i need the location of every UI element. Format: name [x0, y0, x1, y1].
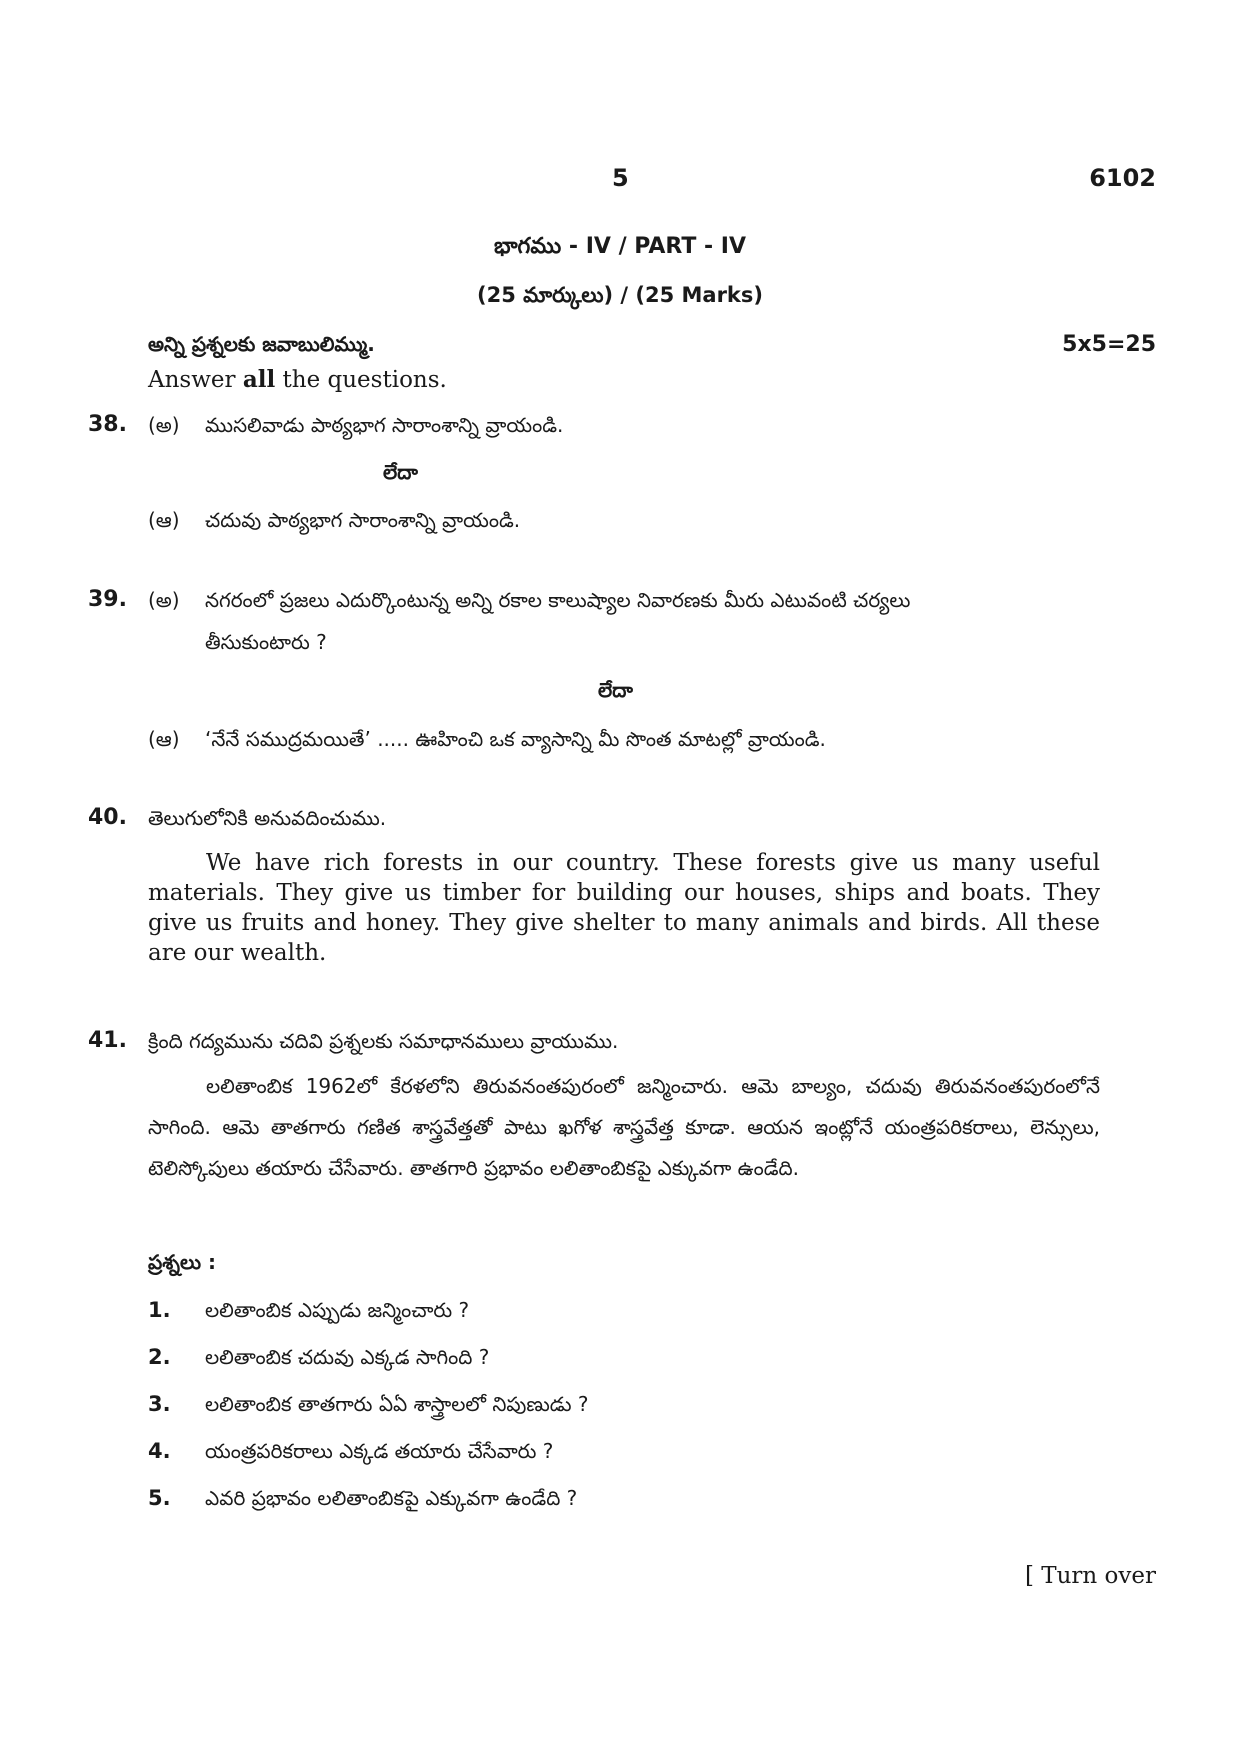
part-title: భాగము - IV / PART - IV — [493, 234, 747, 259]
sub-question-5-number: 5. — [148, 1486, 171, 1510]
question-39-number: 39. — [88, 587, 127, 612]
question-38-a-text: ముసలివాడు పాఠ్యభాగ సారాంశాన్ని వ్రాయండి. — [205, 413, 564, 437]
sub-question-5-text: ఎవరి ప్రభావం లలితాంబికపై ఎక్కువగా ఉండేది ? — [205, 1486, 578, 1510]
sub-question-3-text: లలితాంబిక తాతగారు ఏఏ శాస్త్రాలలో నిపుణుడు ? — [205, 1392, 589, 1416]
sub-question-4-text: యంత్రపరికరాలు ఎక్కడ తయారు చేసేవారు ? — [205, 1439, 554, 1463]
sub-question-2-number: 2. — [148, 1345, 171, 1369]
instruction-english-post: the questions. — [275, 367, 447, 393]
question-41-text: క్రింది గద్యమును చదివి ప్రశ్నలకు సమాధానములు వ్రాయుము. — [148, 1029, 619, 1053]
instruction-english — [148, 366, 447, 393]
sub-question-4-number: 4. — [148, 1439, 171, 1463]
question-41-questions-heading: ప్రశ్నలు : — [148, 1250, 217, 1274]
question-40-passage: We have rich forests in our country. These forests give us many useful materials. They give us timber for building our houses, ships and boats. They give us fruits and honey. They give shelter to many animals and birds. All these are our wealth. — [148, 850, 1100, 966]
marks-scheme: 5x5=25 — [1062, 332, 1156, 357]
sub-question-2-text: లలితాంబిక చదువు ఎక్కడ సాగింది ? — [205, 1345, 490, 1369]
paper-code: 6102 — [1089, 164, 1156, 192]
sub-question-1-number: 1. — [148, 1298, 171, 1322]
question-39-b-text: ‘నేనే సముద్రమయితే’ ..... ఊహించి ఒక వ్యాసాన్ని మీ సొంత మాటల్లో వ్రాయండి. — [205, 727, 826, 751]
question-38-b-label: (ఆ) — [148, 508, 180, 532]
instruction-english-pre: Answer — [148, 367, 243, 393]
sub-question-3-number: 3. — [148, 1392, 171, 1416]
question-38-or: లేదా — [383, 460, 418, 484]
question-39-a-text-line2: తీసుకుంటారు ? — [205, 630, 327, 654]
question-39-or: లేదా — [598, 678, 633, 702]
question-39-b-label: (ఆ) — [148, 727, 180, 751]
question-39-a-label: (అ) — [148, 588, 180, 612]
question-41-passage: లలితాంబిక 1962లో కేరళలోని తిరువనంతపురంలో జన్మించారు. ఆమె బాల్యం, చదువు తిరువనంతపురంలోనే సాగింది. ఆమె తాతగారు గణిత శాస్త్రవేత్తతో పాటు ఖగోళ శాస్త్రవేత్త కూడా. ఆయన ఇంట్లోనే యంత్రపరికరాలు, లెన్సులు, టెలిస్కోపులు తయారు చేసేవారు. తాతగారి ప్రభావం లలితాంబికపై ఎక్కువగా ఉండేది. — [148, 1074, 1100, 1180]
instruction-telugu: అన్ని ప్రశ్నలకు జవాబులిమ్ము. — [148, 332, 375, 356]
question-38-number: 38. — [88, 412, 127, 437]
turn-over-note: [ Turn over — [1024, 1563, 1156, 1589]
instruction-english-bold: all — [242, 366, 276, 393]
page-number: 5 — [612, 164, 629, 192]
part-marks: (25 మార్కులు) / (25 Marks) — [477, 283, 763, 307]
question-40-text: తెలుగులోనికి అనువదించుము. — [148, 806, 387, 830]
question-38-b-text: చదువు పాఠ్యభాగ సారాంశాన్ని వ్రాయండి. — [205, 508, 521, 532]
question-39-a-text-line1: నగరంలో ప్రజలు ఎదుర్కొంటున్న అన్ని రకాల కాలుష్యాల నివారణకు మీరు ఎటువంటి చర్యలు — [205, 588, 911, 612]
sub-question-1-text: లలితాంబిక ఎప్పుడు జన్మించారు ? — [205, 1298, 470, 1322]
question-41-number: 41. — [88, 1028, 127, 1053]
question-38-a-label: (అ) — [148, 413, 180, 437]
question-40-number: 40. — [88, 805, 127, 830]
